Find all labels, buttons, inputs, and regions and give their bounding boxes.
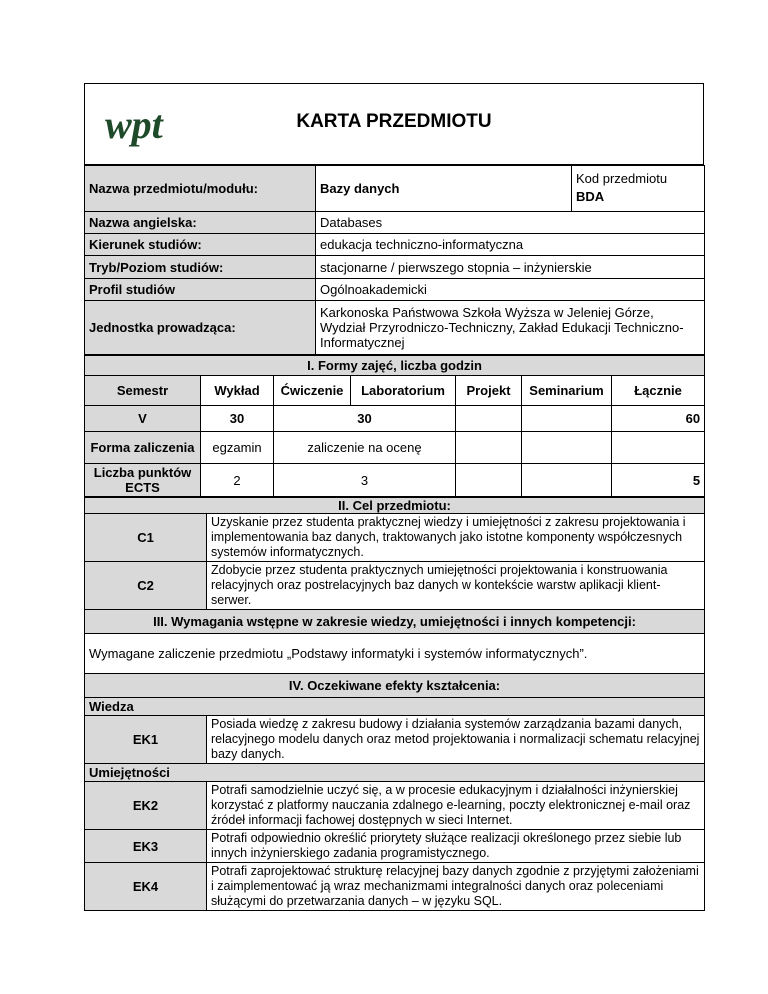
col-lab: Laboratorium	[351, 376, 456, 406]
outcome-text: Potrafi samodzielnie uczyć się, a w procesie edukacyjnym i działalności inżynierskiej korzystać z platformy nauczania zdalnego e-learning, poczty elektronicznej e-mail oraz źródeł informacji fachowej dostępnych w sieci Internet.	[207, 782, 705, 830]
ects-lab: 3	[274, 464, 456, 497]
unit-label: Jednostka prowadząca:	[85, 301, 316, 355]
code-cell	[572, 166, 705, 212]
section-3-title: III. Wymagania wstępne w zakresie wiedzy, umiejętności i innych kompetencji:	[85, 610, 705, 634]
english-value: Databases	[316, 212, 705, 234]
ects-total: 5	[612, 464, 705, 497]
logo-text: wpt	[105, 106, 163, 147]
hours-header-row	[85, 376, 705, 406]
info-table	[84, 165, 705, 355]
outcome-text: Posiada wiedzę z zakresu budowy i działania systemów zarządzania bazami danych, relacyjnego modelu danych oraz metod projektowania i normalizacji schematu relacyjnej bazy danych.	[207, 716, 705, 764]
col-semester: Semestr	[85, 376, 201, 406]
direction-label: Kierunek studiów:	[85, 234, 316, 256]
course-card	[84, 83, 704, 911]
form-project	[456, 432, 522, 464]
outcome-row	[85, 716, 705, 764]
ects-label: Liczba punktów ECTS	[85, 464, 201, 497]
hours-table	[84, 355, 705, 497]
outcome-row	[85, 830, 705, 863]
name-value: Bazy danych	[316, 166, 572, 212]
ects-project	[456, 464, 522, 497]
col-exercise: Ćwiczenie	[274, 376, 351, 406]
code-label: Kod przedmiotu	[576, 171, 668, 186]
hours-lecture: 30	[201, 406, 274, 432]
hours-total: 60	[612, 406, 705, 432]
section-2-title: II. Cel przedmiotu:	[85, 498, 705, 514]
english-label: Nazwa angielska:	[85, 212, 316, 234]
header-table	[84, 83, 704, 165]
hours-seminar	[522, 406, 612, 432]
hours-lab: 30	[274, 406, 456, 432]
knowledge-label: Wiedza	[85, 698, 705, 716]
col-lecture: Wykład	[201, 376, 274, 406]
form-lecture: egzamin	[201, 432, 274, 464]
outcome-code: EK3	[85, 830, 207, 863]
goal-text: Zdobycie przez studenta praktycznych umiejętności projektowania i konstruowania relacyjnych oraz postrelacyjnych baz danych w kontekście warstw aplikacji klient-serwer.	[207, 562, 705, 610]
requirements-text: Wymagane zaliczenie przedmiotu „Podstawy informatyki i systemów informatycznych”.	[85, 634, 705, 674]
hours-project	[456, 406, 522, 432]
direction-value: edukacja techniczno-informatyczna	[316, 234, 705, 256]
name-label: Nazwa przedmiotu/modułu:	[85, 166, 316, 212]
outcome-text: Potrafi zaprojektować strukturę relacyjnej bazy danych zgodnie z przyjętymi założeniami i zaimplementować ją wraz mechanizmami integralności danych oraz poleceniami służącymi do przetwarzania danych – w języku SQL.	[207, 863, 705, 911]
outcome-code: EK2	[85, 782, 207, 830]
outcome-text: Potrafi odpowiednio określić priorytety służące realizacji określonego przez siebie lub innych inżynierskiego zadania programistycznego.	[207, 830, 705, 863]
goal-code: C1	[85, 514, 207, 562]
ects-seminar	[522, 464, 612, 497]
semester-value: V	[85, 406, 201, 432]
outcome-row	[85, 782, 705, 830]
form-row	[85, 432, 705, 464]
outcome-code: EK1	[85, 716, 207, 764]
profile-label: Profil studiów	[85, 279, 316, 301]
page-title: KARTA PRZEDMIOTU	[296, 111, 492, 132]
mode-value: stacjonarne / pierwszego stopnia – inżynierskie	[316, 256, 705, 279]
unit-value: Karkonoska Państwowa Szkoła Wyższa w Jeleniej Górze, Wydział Przyrodniczo-Techniczny, Zakład Edukacji Techniczno-Informatycznej	[316, 301, 705, 355]
form-label: Forma zaliczenia	[85, 432, 201, 464]
header	[85, 84, 704, 165]
goal-code: C2	[85, 562, 207, 610]
form-seminar	[522, 432, 612, 464]
outcome-code: EK4	[85, 863, 207, 911]
hours-row	[85, 406, 705, 432]
form-lab: zaliczenie na ocenę	[274, 432, 456, 464]
skills-label: Umiejętności	[85, 764, 705, 782]
code-value: BDA	[576, 189, 605, 204]
col-seminar: Seminarium	[522, 376, 612, 406]
profile-value: Ogólnoakademicki	[316, 279, 705, 301]
goal-text: Uzyskanie przez studenta praktycznej wiedzy i umiejętności z zakresu projektowania i implementowania baz danych, traktowanych jako istotne komponenty współczesnych systemów informatycznych.	[207, 514, 705, 562]
goal-row	[85, 514, 705, 562]
ects-row	[85, 464, 705, 497]
goal-row	[85, 562, 705, 610]
outcome-row	[85, 863, 705, 911]
goals-table	[84, 497, 705, 911]
col-project: Projekt	[456, 376, 522, 406]
ects-lecture: 2	[201, 464, 274, 497]
form-total	[612, 432, 705, 464]
section-4-title: IV. Oczekiwane efekty kształcenia:	[85, 674, 705, 698]
section-1-title: I. Formy zajęć, liczba godzin	[85, 356, 705, 376]
col-total: Łącznie	[612, 376, 705, 406]
mode-label: Tryb/Poziom studiów:	[85, 256, 316, 279]
